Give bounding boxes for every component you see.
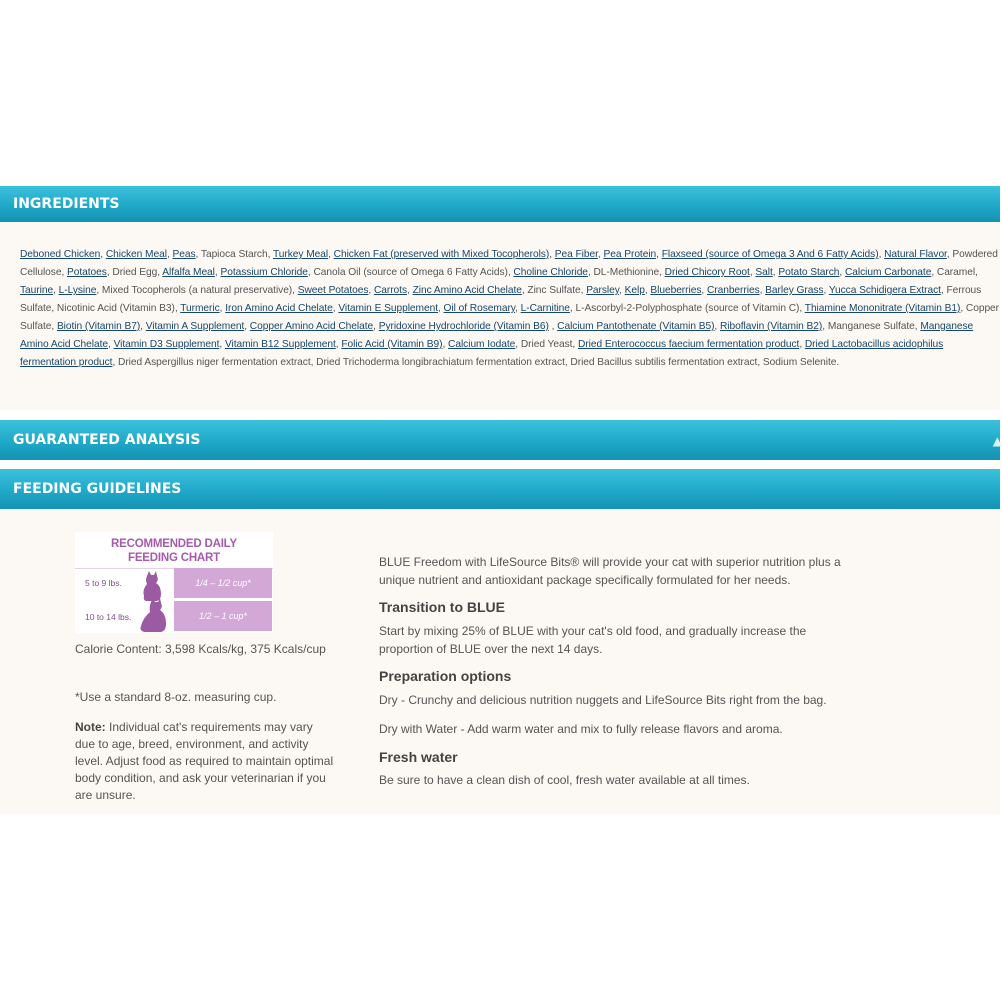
ingredient-text: ,	[214, 267, 221, 278]
ingredient-text: ,	[140, 321, 146, 332]
ingredient-text: , Dried Yeast,	[515, 339, 578, 350]
ingredient-link[interactable]: Calcium Pantothenate (Vitamin B5)	[557, 321, 715, 332]
ingredient-link[interactable]: Dried Chicory Root	[664, 267, 750, 278]
ingredient-text: ,	[244, 321, 250, 332]
feeding-panel	[0, 509, 1000, 814]
ingredient-text: ,	[100, 249, 106, 260]
ingredient-text: , Zinc Sulfate,	[521, 285, 587, 296]
ingredient-link[interactable]: Alfalfa Meal	[162, 267, 215, 278]
chart-row1-weight: 5 to 9 lbs.	[85, 578, 122, 588]
ingredient-text: ,	[878, 249, 885, 260]
guaranteed-analysis-heading: GUARANTEED ANALYSIS	[13, 432, 201, 448]
ingredient-link[interactable]: Peas	[172, 249, 196, 260]
ingredient-link[interactable]: Sweet Potatoes	[297, 285, 369, 296]
ingredient-text: , Manganese Sulfate,	[822, 321, 921, 332]
chart-title-line2: FEEDING CHART	[128, 552, 220, 564]
ingredient-text: ,	[53, 285, 59, 296]
transition-heading: Transition to BLUE	[379, 599, 505, 615]
calorie-content: Calorie Content: 3,598 Kcals/kg, 375 Kcals/cup	[75, 642, 326, 656]
ingredient-link[interactable]: Deboned Chicken	[20, 249, 101, 260]
ingredient-link[interactable]: Chicken Meal	[105, 249, 167, 260]
ingredient-link[interactable]: Turmeric	[180, 303, 220, 314]
ingredient-text: ,	[368, 285, 374, 296]
ingredients-heading: INGREDIENTS	[13, 196, 120, 212]
ingredient-text: , Powdered Cellulose,	[20, 249, 998, 278]
ingredient-link[interactable]: Dried Lactobacillus acidophilus fermentation product	[20, 339, 944, 368]
ingredient-text: , Caramel,	[931, 267, 978, 278]
preparation-dry: Dry - Crunchy and delicious nutrition nuggets and LifeSource Bits right from the bag.	[379, 693, 827, 707]
preparation-water: Dry with Water - Add warm water and mix to fully release flavors and aroma.	[379, 722, 783, 736]
ingredient-text: ,	[373, 321, 379, 332]
fresh-water-text: Be sure to have a clean dish of cool, fresh water available at all times.	[379, 773, 750, 787]
ingredient-link[interactable]: Flaxseed (source of Omega 3 And 6 Fatty Acids)	[661, 249, 879, 260]
ingredient-link[interactable]: Pea Fiber	[554, 249, 598, 260]
ingredients-list	[20, 246, 1000, 372]
ingredient-text: ,	[219, 339, 225, 350]
ingredient-text: , DL-Methionine,	[587, 267, 665, 278]
fresh-water-heading: Fresh water	[379, 749, 458, 765]
ingredient-text: ,	[749, 267, 756, 278]
ingredient-text: , Dried Egg,	[106, 267, 163, 278]
ingredient-link[interactable]: Parsley	[586, 285, 620, 296]
ingredient-link[interactable]: Chicken Fat (preserved with Mixed Tocopherols)	[333, 249, 550, 260]
ingredient-link[interactable]: Vitamin A Supplement	[145, 321, 245, 332]
guaranteed-analysis-section-header[interactable]	[0, 420, 1000, 460]
ingredient-link[interactable]: Calcium Iodate	[448, 339, 516, 350]
ingredient-text: ,	[619, 285, 625, 296]
ingredient-link[interactable]: Yucca Schidigera Extract	[828, 285, 941, 296]
feeding-guidelines-heading: FEEDING GUIDELINES	[13, 481, 182, 497]
ingredient-text: ,	[166, 249, 173, 260]
ingredient-link[interactable]: Pyridoxine Hydrochloride (Vitamin B6)	[378, 321, 549, 332]
ingredient-link[interactable]: Natural Flavor	[884, 249, 947, 260]
ingredient-link[interactable]: Copper Amino Acid Chelate	[249, 321, 374, 332]
ingredient-link[interactable]: Folic Acid (Vitamin B9)	[341, 339, 443, 350]
ingredient-link[interactable]: Vitamin D3 Supplement	[113, 339, 220, 350]
ingredient-link[interactable]: Choline Chloride	[513, 267, 588, 278]
ingredient-link[interactable]: Vitamin B12 Supplement	[224, 339, 336, 350]
ingredient-text: ,	[437, 303, 444, 314]
ingredient-link[interactable]: Salt	[755, 267, 773, 278]
ingredient-link[interactable]: Riboflavin (Vitamin B2)	[719, 321, 823, 332]
ingredient-text: ,	[597, 249, 604, 260]
ingredient-text: , Canola Oil (source of Omega 6 Fatty Acids),	[307, 267, 514, 278]
chart-row2-weight: 10 to 14 lbs.	[85, 612, 132, 622]
large-cat-icon	[137, 598, 171, 634]
ingredient-text: ,	[332, 303, 339, 314]
chart-row1-amount: 1/4 – 1/2 cup*	[174, 568, 272, 598]
ingredient-link[interactable]: Zinc Amino Acid Chelate	[412, 285, 522, 296]
ingredient-link[interactable]: Kelp	[624, 285, 645, 296]
ingredient-text: ,	[656, 249, 662, 260]
ingredient-link[interactable]: Manganese Amino Acid Chelate	[20, 321, 974, 350]
note-text: Individual cat's requirements may vary due to age, breed, environment, and activity level. Adjust food as required to maintain optimal body condition, and ask your veterinarian if you are unsure.	[75, 720, 334, 802]
ingredient-link[interactable]: L-Lysine	[58, 285, 97, 296]
ingredient-text: ,	[219, 303, 226, 314]
note-label: Note:	[75, 720, 106, 734]
ingredient-text: ,	[701, 285, 707, 296]
ingredient-link[interactable]: Potato Starch	[778, 267, 840, 278]
ingredient-link[interactable]: Blueberries	[650, 285, 702, 296]
ingredient-text: , Ferrous Sulfate, Nicotinic Acid (Vitamin B3),	[20, 285, 982, 314]
ingredient-text: ,	[772, 267, 779, 278]
ingredient-link[interactable]: Pea Protein	[603, 249, 657, 260]
ingredient-text: ,	[328, 249, 334, 260]
ingredient-link[interactable]: Vitamin E Supplement	[338, 303, 438, 314]
chart-row2-amount: 1/2 – 1 cup*	[174, 601, 272, 631]
ingredient-text: ,	[759, 285, 766, 296]
ingredient-link[interactable]: Cranberries	[706, 285, 760, 296]
ingredient-text: , L-Ascorbyl-2-Polyphosphate (source of Vitamin C),	[569, 303, 805, 314]
ingredient-link[interactable]: Potassium Chloride	[220, 267, 308, 278]
ingredient-text: ,	[823, 285, 829, 296]
ingredient-text: , Dried Aspergillus niger fermentation extract, Dried Trichoderma longibrachiatum fermentation extract, Dried Bacillus subtilis fermentation extract, Sodium Selenite.	[112, 357, 840, 368]
ingredient-link[interactable]: Thiamine Mononitrate (Vitamin B1)	[804, 303, 961, 314]
feeding-chart-image	[75, 532, 273, 633]
note-paragraph	[75, 719, 335, 804]
feeding-guidelines-section-header[interactable]	[0, 469, 1000, 509]
measuring-note: *Use a standard 8-oz. measuring cup.	[75, 690, 277, 704]
ingredient-text: ,	[548, 321, 558, 332]
ingredient-link[interactable]: Barley Grass	[765, 285, 824, 296]
ingredient-link[interactable]: Calcium Carbonate	[844, 267, 932, 278]
ingredient-text: ,	[799, 339, 805, 350]
ingredient-text: ,	[407, 285, 413, 296]
ingredient-link[interactable]: Turkey Meal	[272, 249, 329, 260]
ingredient-text: , Copper Sulfate,	[20, 303, 1000, 332]
ingredient-link[interactable]: L-Carnitine	[520, 303, 570, 314]
ingredients-panel	[0, 222, 1000, 410]
ingredient-link[interactable]: Oil of Rosemary	[443, 303, 516, 314]
ingredient-text: , Tapioca Starch,	[195, 249, 273, 260]
expand-caret-icon[interactable]: ▲	[992, 434, 1002, 448]
ingredient-link[interactable]: Carrots	[373, 285, 408, 296]
ingredient-text: ,	[442, 339, 449, 350]
ingredient-link[interactable]: Dried Enterococcus faecium fermentation product	[577, 339, 800, 350]
ingredient-text: ,	[644, 285, 651, 296]
intro-text: BLUE Freedom with LifeSource Bits® will provide your cat with superior nutrition plus a unique nutrient and antioxidant package specifically formulated for her needs.	[379, 555, 841, 587]
ingredient-link[interactable]: Taurine	[20, 285, 54, 296]
feeding-chart-title	[75, 537, 273, 565]
transition-text: Start by mixing 25% of BLUE with your cat's old food, and gradually increase the proportion of BLUE over the next 14 days.	[379, 624, 807, 656]
preparation-heading: Preparation options	[379, 668, 512, 684]
chart-title-line1: RECOMMENDED DAILY	[111, 538, 237, 550]
ingredient-text: , Mixed Tocopherols (a natural preservative),	[96, 285, 298, 296]
ingredient-text: ,	[515, 303, 521, 314]
ingredient-text: ,	[839, 267, 845, 278]
ingredients-section-header[interactable]	[0, 186, 1000, 222]
ingredient-link[interactable]: Potatoes	[67, 267, 107, 278]
ingredient-text: ,	[549, 249, 555, 260]
ingredient-link[interactable]: Biotin (Vitamin B7)	[56, 321, 141, 332]
ingredient-text: ,	[714, 321, 720, 332]
ingredient-link[interactable]: Iron Amino Acid Chelate	[225, 303, 333, 314]
ingredient-text: ,	[108, 339, 114, 350]
ingredient-text: ,	[335, 339, 342, 350]
